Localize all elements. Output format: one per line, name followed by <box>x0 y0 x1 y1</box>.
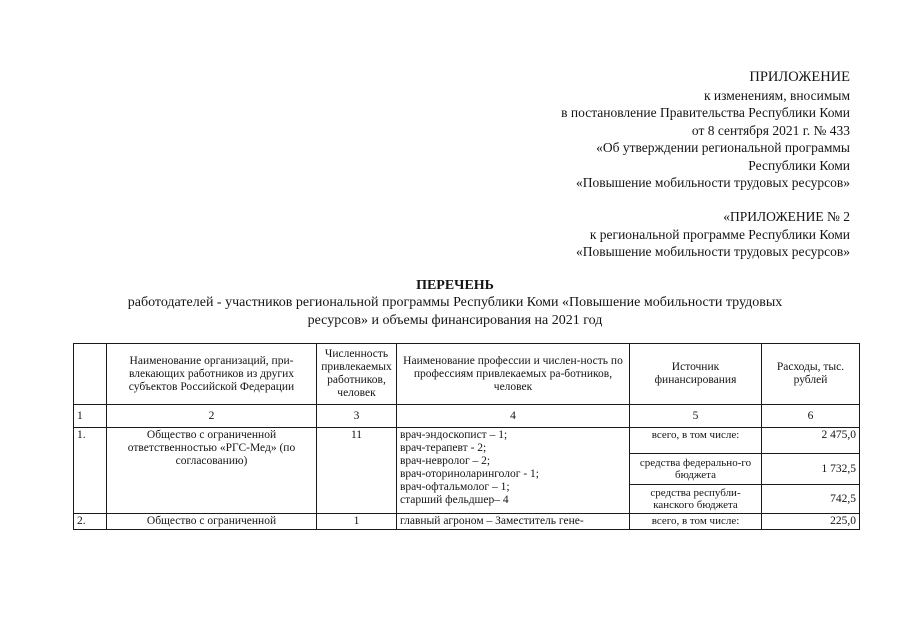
table-row <box>74 428 860 454</box>
header-cell-source: Источник финансирования <box>630 344 762 405</box>
appendix-header <box>561 69 850 192</box>
program-appendix-header <box>576 208 850 261</box>
header-line: в постановление Правительства Республики Коми <box>561 105 850 120</box>
header-line: к изменениям, вносимым <box>703 87 850 103</box>
header-cell-profession: Наименование профессии и числен-ность по профессиям привлекаемых ра-ботников, человек <box>397 344 630 405</box>
profession-item: врач-терапевт - 2; <box>400 442 487 454</box>
profession-item: врач-оториноларинголог - 1; <box>400 468 539 480</box>
worker-count: 11 <box>317 428 397 514</box>
header-cell-org: Наименование организаций, при-влекающих работников из других субъектов Российской Федерации <box>107 344 317 405</box>
header-line: Республики Коми <box>748 157 850 173</box>
profession-list <box>397 428 630 514</box>
profession-item: главный агроном – Заместитель гене- <box>397 514 630 530</box>
column-number-row <box>74 405 860 428</box>
column-number: 2 <box>107 405 317 428</box>
profession-item: врач-офтальмолог – 1; <box>400 481 510 493</box>
worker-count: 1 <box>317 514 397 530</box>
column-number: 3 <box>317 405 397 428</box>
header2-line: «Повышение мобильности трудовых ресурсов» <box>576 244 850 259</box>
funding-source: средства республи-канского бюджета <box>630 485 762 514</box>
appendix-title: ПРИЛОЖЕНИЕ <box>749 69 850 85</box>
header-cell-count: Численность привлекаемых работников, человек <box>317 344 397 405</box>
profession-item: врач-эндоскопист – 1; <box>400 429 508 441</box>
row-number: 2. <box>74 514 107 530</box>
expense-amount: 742,5 <box>762 485 860 514</box>
funding-source: средства федерально-го бюджета <box>630 454 762 485</box>
header-cell-expenses: Расходы, тыс. рублей <box>762 344 860 405</box>
table-header-row <box>74 344 860 405</box>
column-number: 6 <box>762 405 860 428</box>
table-row <box>74 514 860 530</box>
header-line: «Об утверждении региональной программы <box>596 140 850 155</box>
document-subtitle <box>60 294 850 330</box>
document-title: ПЕРЕЧЕНЬ <box>416 278 494 293</box>
organization-name: Общество с ограниченной ответственностью «РГС-Мед» (по согласованию) <box>107 428 317 514</box>
header2-line: к региональной программе Республики Коми <box>589 226 850 242</box>
expense-amount: 1 732,5 <box>762 454 860 485</box>
column-number: 4 <box>397 405 630 428</box>
header-line: от 8 сентября 2021 г. № 433 <box>691 122 850 138</box>
header2-line: «ПРИЛОЖЕНИЕ № 2 <box>723 209 850 224</box>
profession-item: врач-невролог – 2; <box>400 455 491 467</box>
header-line: «Повышение мобильности трудовых ресурсов» <box>576 175 850 190</box>
subtitle-line: ресурсов» и объемы финансирования на 2021 год <box>307 313 603 328</box>
row-number: 1. <box>74 428 107 514</box>
funding-source: всего, в том числе: <box>630 514 762 530</box>
column-number: 5 <box>630 405 762 428</box>
column-number: 1 <box>74 405 107 428</box>
expense-amount: 225,0 <box>762 514 860 530</box>
header-cell-num <box>74 344 107 405</box>
subtitle-line: работодателей - участников региональной программы Республики Коми «Повышение мобильности трудовых <box>127 295 783 310</box>
organization-name: Общество с ограниченной <box>107 514 317 530</box>
employers-table <box>73 343 860 530</box>
profession-item: старший фельдшер– 4 <box>400 494 509 506</box>
funding-source: всего, в том числе: <box>630 428 762 454</box>
expense-amount: 2 475,0 <box>762 428 860 454</box>
